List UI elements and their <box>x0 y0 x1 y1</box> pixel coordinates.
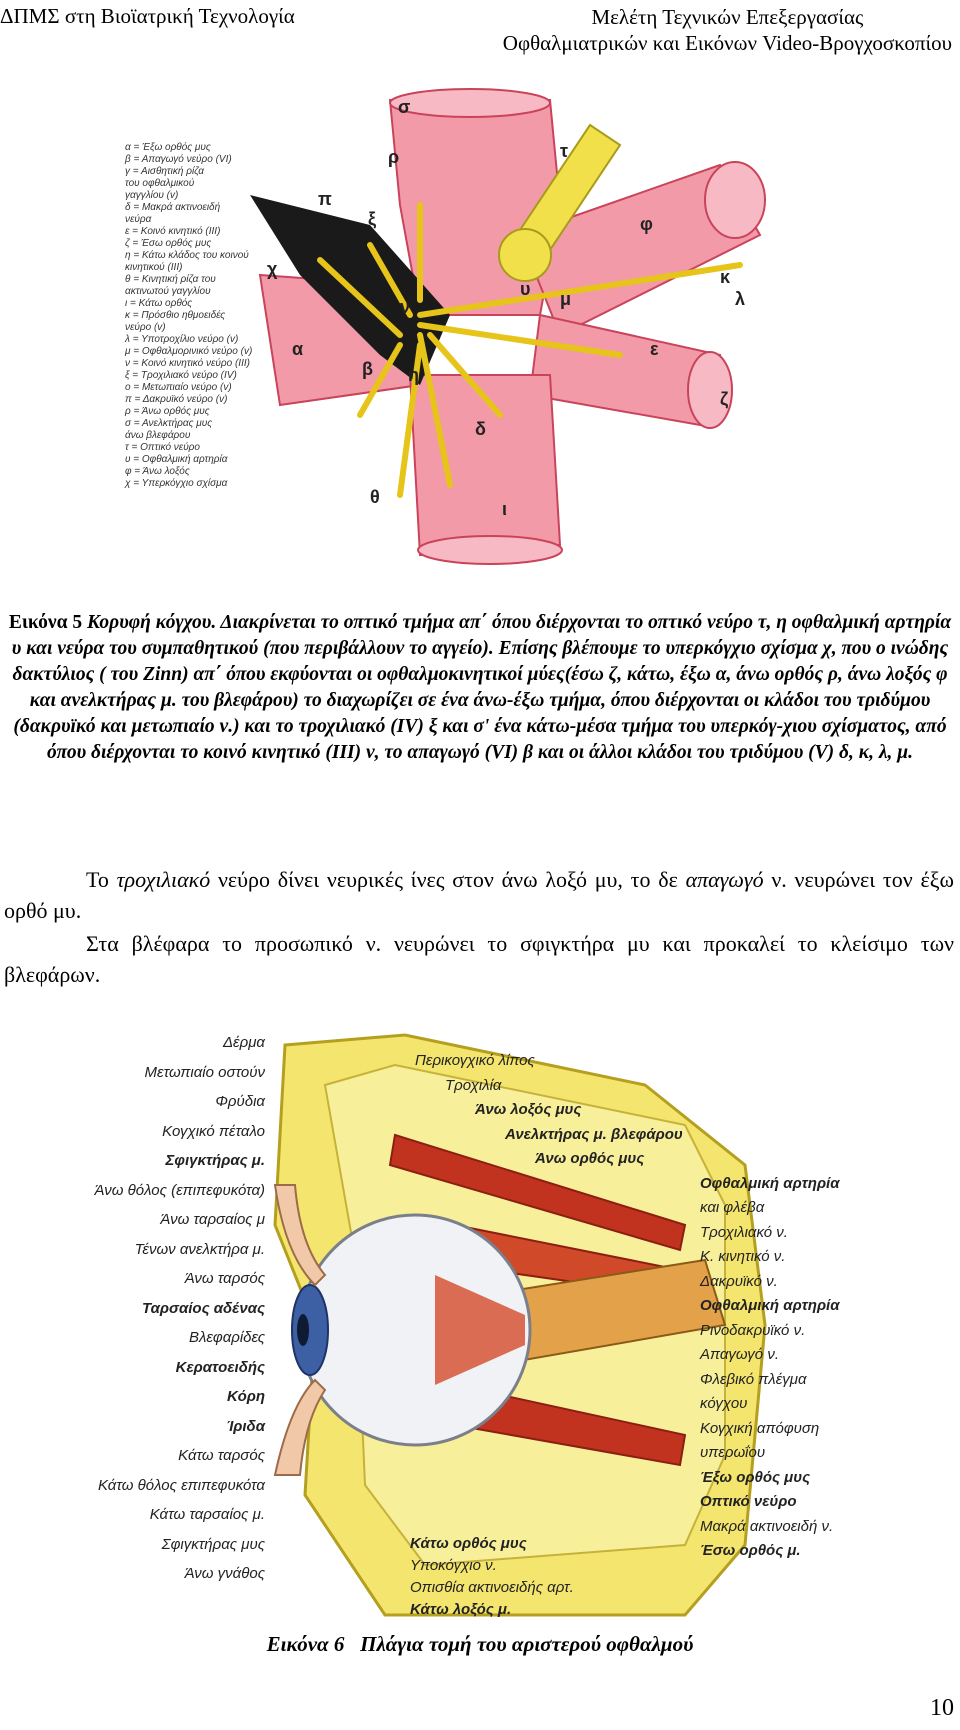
svg-text:ι: ι <box>502 499 508 519</box>
fig6-left-label: Άνω θόλος (επιπεφυκότα) <box>94 1181 265 1199</box>
legend-line: ι = Κάτω ορθός <box>125 298 193 309</box>
figure-6-caption-number: Εικόνα 6 <box>266 1632 345 1656</box>
legend-line: κινητικού (III) <box>125 262 183 273</box>
legend-line: ν = Κοινό κινητικό νεύρο (III) <box>125 358 250 369</box>
svg-text:α: α <box>292 339 304 359</box>
legend-line: χ = Υπερκόγχιο σχίσμα <box>125 478 228 489</box>
svg-text:ε: ε <box>650 339 659 359</box>
fig6-left-label: Άνω ταρσός <box>184 1270 265 1287</box>
figure-5-caption-text: Κορυφή κόγχου. Διακρίνεται το οπτικό τμήμα απ΄ όπου διέρχονται το οπτικό νεύρο τ, η οφθαλμική αρτηρία υ και νεύρα του συμπαθητικού (που περιβάλλουν το αγγείο). Επίσης βλέπουμε το υπερκόγχιο σχίσμα χ, που ο ινώδης δακτύλιος ( του Zinn) απ΄ όπου εκφύονται οι οφθαλμοκινητικοί μύες(έσω ζ, κάτω, έξω α, άνω ορθός ρ, άνω λοξός φ και ανελκτήρας μ. του βλεφάρου) το διαχωρίζει σε ένα άνω-έξω τμήμα, όπου διέρχονται οι κλάδοι του τριδύμου (δακρυϊκό και μετωπιαίο ν.) και το τροχιλιακό (IV) ξ και σ' ένα κάτω-μέσα τμήμα του υπερκόγ-χιου σχίσματος, από όπου διέρχονται το κοινό κινητικό (III) ν, το απαγωγό (VI) β και οι άλλοι κλάδοι του τριδύμου (V) δ, κ, λ, μ. <box>11 612 952 763</box>
page-number: 10 <box>930 1695 954 1721</box>
legend-line: θ = Κινητική ρίζα του <box>125 274 216 285</box>
svg-text:θ: θ <box>370 487 380 507</box>
legend-line: η = Κάτω κλάδος του κοινού <box>125 250 249 261</box>
fig6-right-label: Δακρυϊκό ν. <box>700 1272 778 1290</box>
fig6-right-label: Κ. κινητικό ν. <box>700 1248 786 1265</box>
fig6-right-label: υπερωΐου <box>700 1444 766 1461</box>
fig6-right-label: Έξω ορθός μυς <box>700 1468 811 1486</box>
header-title <box>503 4 952 56</box>
fig6-right-label: Άνω ορθός μυς <box>535 1150 645 1167</box>
fig6-left-label: Σφιγκτήρας μυς <box>161 1535 265 1553</box>
svg-text:π: π <box>318 189 332 209</box>
legend-line: γ = Αισθητική ρίζα <box>125 166 205 177</box>
fig6-right-label: Τροχιλία <box>445 1076 502 1094</box>
fig6-right-label: Κογχική απόφυση <box>700 1419 820 1437</box>
term-abducens: απαγωγό <box>685 867 764 892</box>
legend-line: φ = Άνω λοξός <box>125 466 190 477</box>
fig6-left-label: Ίριδα <box>226 1417 265 1435</box>
legend-line: ε = Κοινό κινητικό (III) <box>125 226 221 237</box>
svg-text:ν: ν <box>400 297 411 317</box>
legend-line: δ = Μακρά ακτινοειδή <box>125 202 221 213</box>
fig6-left-label: Άνω ταρσαίος μ <box>160 1211 265 1228</box>
paragraph-trochlear <box>4 864 954 926</box>
fig6-left-label: Κάτω θόλος επιπεφυκότα <box>97 1476 265 1494</box>
fig6-right-label: Περικογχικό λίπος <box>415 1052 535 1069</box>
svg-text:β: β <box>362 359 373 379</box>
svg-text:φ: φ <box>640 214 653 234</box>
fig6-bottom-label: Κάτω ορθός μυς <box>410 1535 527 1552</box>
fig6-right-label: Οφθαλμική αρτηρία <box>700 1297 840 1314</box>
svg-text:χ: χ <box>267 259 278 279</box>
fig6-left-label: Κογχικό πέταλο <box>162 1122 265 1140</box>
legend-line: γαγγλίου (v) <box>125 190 179 201</box>
svg-text:λ: λ <box>735 289 746 309</box>
fig6-left-label: Κόρη <box>227 1388 265 1405</box>
legend-line: νεύρο (v) <box>125 322 166 333</box>
svg-text:η: η <box>408 365 419 385</box>
fig6-left-label: Σφιγκτήρας μ. <box>165 1152 265 1169</box>
p1-part-e: ν. νευρώνει τον έξω ορθό μυ. <box>4 867 954 923</box>
header-title-line2: Οφθαλμιατρικών και Εικόνων Video-Βρογχοσκοπίου <box>502 31 952 55</box>
fig6-left-label: Μετωπιαίο οστούν <box>144 1063 265 1081</box>
fig6-right-label: και φλέβα <box>700 1199 765 1216</box>
fig6-bottom-label: Υποκόγχιο ν. <box>410 1557 497 1574</box>
legend-line: άνω βλεφάρου <box>125 430 191 441</box>
legend-line: ακτινωτού γαγγλίου <box>125 286 211 297</box>
svg-text:υ: υ <box>520 279 531 299</box>
legend-line: α = Έξω ορθός μυς <box>125 142 211 153</box>
fig6-right-label: Άνω λοξός μυς <box>475 1101 582 1118</box>
svg-text:σ: σ <box>398 97 411 117</box>
fig6-right-label: Απαγωγό ν. <box>700 1346 779 1363</box>
fig6-left-label: Βλεφαρίδες <box>188 1329 265 1346</box>
fig6-right-label: Έσω ορθός μ. <box>700 1542 801 1559</box>
fig6-bottom-label: Οπισθία ακτινοειδής αρτ. <box>410 1579 574 1596</box>
figure-5-legend <box>125 142 275 490</box>
svg-text:μ: μ <box>560 289 572 309</box>
svg-text:δ: δ <box>475 419 486 439</box>
legend-line: νεύρα <box>125 214 152 225</box>
p1-part-a: Το <box>86 867 117 892</box>
legend-line: π = Δακρυϊκό νεύρο (v) <box>125 394 228 405</box>
fig6-left-label: Κάτω ταρσαίος μ. <box>149 1506 265 1523</box>
legend-line: σ = Ανελκτήρας μυς <box>125 418 213 429</box>
legend-line: β = Απαγωγό νεύρο (VI) <box>125 154 232 165</box>
header-title-line1: Μελέτη Τεχνικών Επεξεργασίας <box>591 5 864 29</box>
p1-part-c: νεύρο δίνει νευρικές ίνες στον άνω λοξό μυ, το δε <box>210 867 686 892</box>
figure-6-caption-text: Πλάγια τομή του αριστερού οφθαλμού <box>360 1632 694 1656</box>
svg-text:ξ: ξ <box>368 209 377 229</box>
svg-text:τ: τ <box>560 141 569 161</box>
fig6-right-label: Μακρά ακτινοειδή ν. <box>700 1517 834 1535</box>
figure-6-caption <box>0 1632 960 1657</box>
legend-line: τ = Οπτικό νεύρο <box>125 442 200 453</box>
legend-line: ξ = Τροχιλιακό νεύρο (IV) <box>125 370 237 381</box>
fig6-left-label: Άνω γνάθος <box>184 1565 265 1582</box>
svg-text:ζ: ζ <box>720 389 729 409</box>
fig6-left-label: Κάτω ταρσός <box>178 1447 265 1464</box>
fig6-left-label: Κερατοειδής <box>175 1358 265 1376</box>
fig6-right-label: Ανελκτήρας μ. βλεφάρου <box>505 1125 683 1143</box>
paragraph-facial-nerve: Στα βλέφαρα το προσωπικό ν. νευρώνει το σφιγκτήρα μυ και προκαλεί το κλείσιμο των βλεφάρων. <box>4 931 954 987</box>
fig6-right-label: Τροχιλιακό ν. <box>700 1223 788 1241</box>
legend-line: λ = Υποτροχίλιο νεύρο (v) <box>125 334 239 345</box>
fig6-right-label: Ρινοδακρυϊκό ν. <box>700 1321 806 1339</box>
legend-line: του οφθαλμικού <box>125 178 195 189</box>
svg-text:κ: κ <box>720 267 731 287</box>
svg-text:ρ: ρ <box>388 147 400 167</box>
term-trochlear: τροχιλιακό <box>116 867 211 892</box>
legend-line: κ = Πρόσθιο ηθμοειδές <box>125 310 226 321</box>
legend-line: υ = Οφθαλμική αρτηρία <box>125 454 228 465</box>
fig6-left-label: Ταρσαίος αδένας <box>142 1299 265 1317</box>
fig6-right-label: Φλεβικό πλέγμα <box>700 1370 807 1388</box>
fig6-left-label: Τένων ανελκτήρα μ. <box>134 1240 265 1258</box>
fig6-bottom-label: Κάτω λοξός μ. <box>410 1601 512 1618</box>
legend-line: μ = Οφθαλμορινικό νεύρο (v) <box>125 346 253 357</box>
fig6-right-label: Οπτικό νεύρο <box>700 1493 797 1510</box>
fig6-left-label: Δέρμα <box>222 1034 265 1051</box>
header-course: ΔΠΜΣ στη Βιοϊατρική Τεχνολογία <box>0 4 295 28</box>
legend-line: ο = Μετωπιαίο νεύρο (v) <box>125 382 232 393</box>
figure-5-caption <box>6 610 954 766</box>
figure-5-caption-number: Εικόνα 5 <box>8 612 83 633</box>
legend-line: ρ = Άνω ορθός μυς <box>125 406 210 417</box>
fig6-right-label: Οφθαλμική αρτηρία <box>700 1174 840 1192</box>
fig6-right-label: κόγχου <box>700 1395 748 1412</box>
legend-line: ζ = Έσω ορθός μυς <box>125 238 212 249</box>
fig6-left-label: Φρύδια <box>215 1093 265 1110</box>
